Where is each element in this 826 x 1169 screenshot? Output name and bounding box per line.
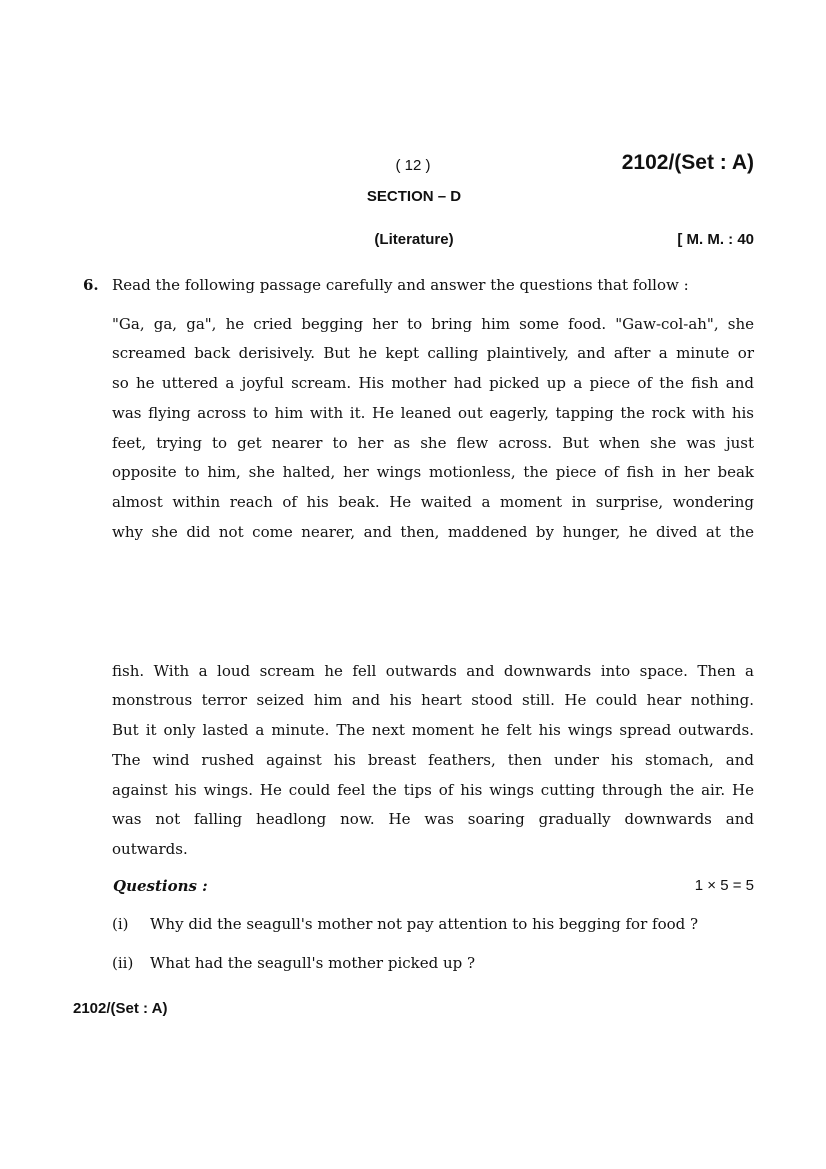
- sub-question-number: (i): [112, 915, 129, 933]
- paper-code-header: 2102/(Set : A): [621, 151, 754, 174]
- max-marks: [ M. M. : 40: [677, 231, 754, 248]
- question-number: 6.: [83, 276, 99, 294]
- passage-line: But it only lasted a minute. The next moment he felt his wings spread outwards.: [112, 721, 754, 739]
- sub-question-text: Why did the seagull's mother not pay attention to his begging for food ?: [150, 915, 699, 933]
- sub-question-number: (ii): [112, 954, 134, 972]
- passage-line: feet, trying to get nearer to her as she flew across. But when she was just: [112, 434, 754, 452]
- passage-line: The wind rushed against his breast feathers, then under his stomach, and: [112, 751, 754, 769]
- passage-line: why she did not come nearer, and then, maddened by hunger, he dived at the: [112, 523, 754, 541]
- passage-line: was not falling headlong now. He was soaring gradually downwards and: [112, 810, 754, 828]
- passage-line: fish. With a loud scream he fell outwards and downwards into space. Then a: [112, 662, 754, 680]
- passage-line: monstrous terror seized him and his heart stood still. He could hear nothing.: [112, 691, 754, 709]
- paper-code-footer: 2102/(Set : A): [73, 1000, 168, 1017]
- question-instruction: Read the following passage carefully and answer the questions that follow :: [112, 276, 689, 294]
- section-title: SECTION – D: [366, 188, 462, 205]
- sub-question-text: What had the seagull's mother picked up ?: [150, 954, 476, 972]
- marks-scheme: 1 × 5 = 5: [694, 877, 754, 894]
- passage-line: against his wings. He could feel the tips of his wings cutting through the air. He: [112, 781, 754, 799]
- passage-line: screamed back derisively. But he kept calling plaintively, and after a minute or: [112, 344, 754, 362]
- section-subtitle: (Literature): [374, 231, 454, 248]
- passage-line: so he uttered a joyful scream. His mother had picked up a piece of the fish and: [112, 374, 754, 392]
- passage-line: opposite to him, she halted, her wings motionless, the piece of fish in her beak: [112, 463, 754, 481]
- passage-line: "Ga, ga, ga", he cried begging her to bring him some food. "Gaw-col-ah", she: [112, 315, 754, 333]
- passage-line: outwards.: [112, 840, 188, 858]
- passage-line: was flying across to him with it. He leaned out eagerly, tapping the rock with his: [112, 404, 754, 422]
- page-number: ( 12 ): [395, 157, 431, 174]
- questions-label: Questions :: [113, 877, 208, 895]
- passage-line: almost within reach of his beak. He waited a moment in surprise, wondering: [112, 493, 754, 511]
